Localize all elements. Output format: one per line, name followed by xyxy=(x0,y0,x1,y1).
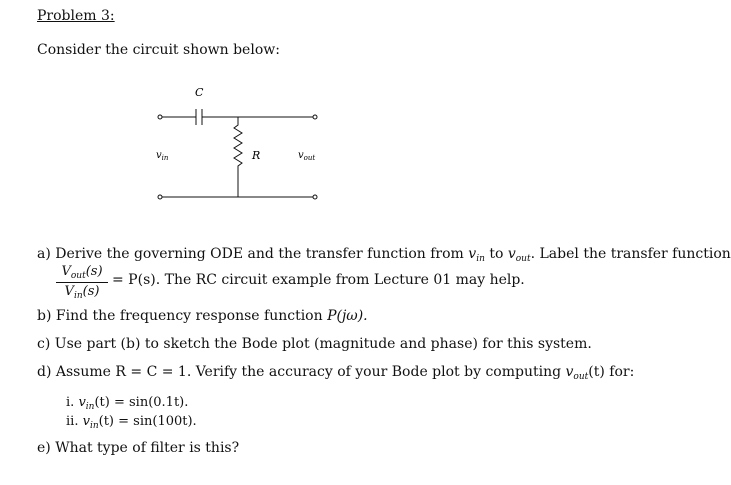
intro-text: Consider the circuit shown below: xyxy=(37,42,280,58)
input-voltage-label: $v_{in}$ xyxy=(156,150,169,162)
transfer-function-fraction: $V_{out}(s)$ $V_{in}(s)$ xyxy=(56,264,108,301)
capacitor-label: C xyxy=(195,86,204,99)
transfer-function-equation: = P(s). The RC circuit example from Lecture 01 may help. xyxy=(112,272,525,288)
rc-circuit-diagram xyxy=(150,82,330,202)
question-c: c) Use part (b) to sketch the Bode plot (magnitude and phase) for this system. xyxy=(37,336,592,352)
resistor-label: R xyxy=(252,149,261,162)
resistor xyxy=(234,117,242,197)
question-d-item-i: i. $v_{in}(t) = \sin(0.1t)$. xyxy=(66,395,189,412)
output-terminal-bottom xyxy=(313,195,317,199)
input-terminal-top xyxy=(158,115,162,119)
question-b: b) Find the frequency response function P(jω). xyxy=(37,308,368,324)
problem-title: Problem 3: xyxy=(37,8,115,24)
question-d-item-ii: ii. $v_{in}(t) = \sin(100t)$. xyxy=(66,414,197,431)
output-voltage-label: $v_{out}$ xyxy=(298,150,316,162)
output-terminal-top xyxy=(313,115,317,119)
question-e: e) What type of filter is this? xyxy=(37,440,240,456)
question-a: a) Derive the governing ODE and the transfer function from $v_{in}$ to $v_{out}$. Label the transfer function xyxy=(37,246,731,264)
question-d: d) Assume R = C = 1. Verify the accuracy of your Bode plot by computing $v_{out}(t)$ for: xyxy=(37,364,635,382)
input-terminal-bottom xyxy=(158,195,162,199)
